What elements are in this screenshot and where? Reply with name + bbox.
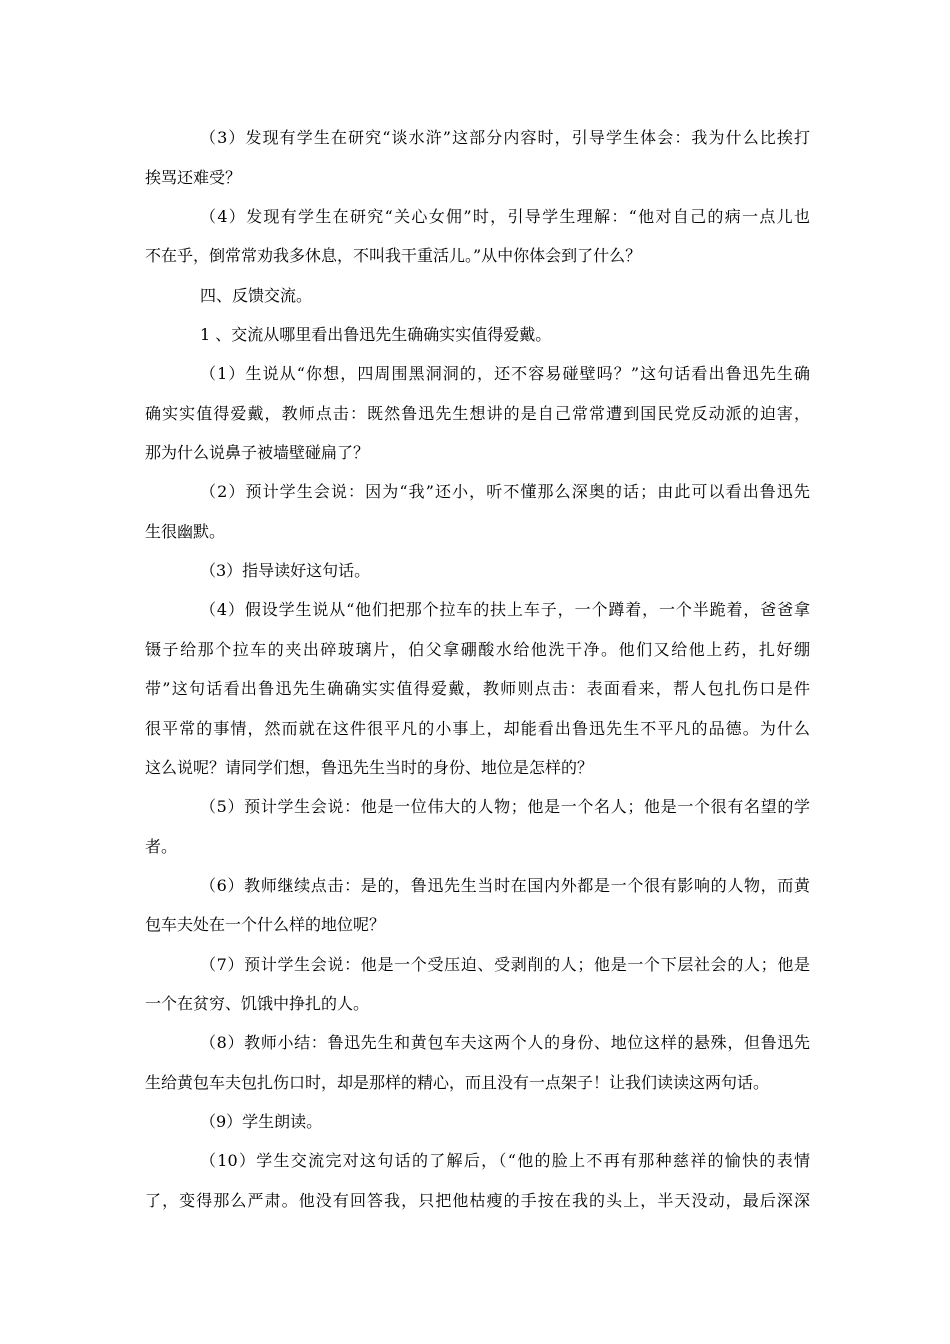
section-heading: 四、反馈交流。 [200, 286, 313, 305]
text-line: 很平常的事情，然而就在这件很平凡的小事上，却能看出鲁迅先生不平凡的品德。为什么 [145, 719, 810, 738]
text-line: 了，变得那么严肃。他没有回答我，只把他枯瘦的手按在我的头上，半天没动，最后深深 [145, 1191, 810, 1210]
text-line: （10）学生交流完对这句话的了解后，（“他的脸上不再有那种慈祥的愉快的表情 [200, 1151, 810, 1170]
text-line: 1 、交流从哪里看出鲁迅先生确确实实值得爱戴。 [200, 325, 552, 344]
text-line: 包车夫处在一个什么样的地位呢？ [145, 915, 386, 934]
text-line: 挨骂还难受？ [145, 168, 242, 187]
text-line: （2）预计学生会说：因为“我”还小，听不懂那么深奥的话；由此可以看出鲁迅先 [200, 482, 810, 501]
text-line: （3）指导读好这句话。 [200, 561, 371, 580]
text-line: 生很幽默。 [145, 522, 226, 541]
text-line: 一个在贫穷、饥饿中挣扎的人。 [145, 994, 370, 1013]
text-line: （3）发现有学生在研究“谈水浒”这部分内容时，引导学生体会：我为什么比挨打 [200, 128, 810, 147]
text-line: 那为什么说鼻子被墙壁碰扁了？ [145, 443, 370, 462]
text-line: （7）预计学生会说：他是一个受压迫、受剥削的人；他是一个下层社会的人；他是 [200, 955, 810, 974]
text-line: 这么说呢？请同学们想，鲁迅先生当时的身份、地位是怎样的？ [145, 758, 594, 777]
text-line: 带”这句话看出鲁迅先生确确实实值得爱戴，教师则点击：表面看来，帮人包扎伤口是件 [145, 679, 810, 698]
text-line: 生给黄包车夫包扎伤口时，却是那样的精心，而且没有一点架子！让我们读读这两句话。 [145, 1073, 770, 1092]
text-line: （8）教师小结：鲁迅先生和黄包车夫这两个人的身份、地位这样的悬殊，但鲁迅先 [200, 1033, 810, 1052]
text-line: 镊子给那个拉车的夹出碎玻璃片，伯父拿硼酸水给他洗干净。他们又给他上药，扎好绷 [145, 640, 810, 659]
text-line: （1）生说从“你想，四周围黑洞洞的，还不容易碰壁吗？”这句话看出鲁迅先生确 [200, 364, 810, 383]
text-line: （9）学生朗读。 [200, 1112, 323, 1131]
text-line: 不在乎，倒常常劝我多休息，不叫我干重活儿。”从中你体会到了什么？ [145, 246, 642, 265]
text-line: 者。 [145, 837, 178, 856]
text-line: 确实实值得爱戴，教师点击：既然鲁迅先生想讲的是自己常常遭到国民党反动派的迫害， [145, 404, 810, 423]
text-line: （4）假设学生说从“他们把那个拉车的扶上车子，一个蹲着，一个半跪着，爸爸拿 [200, 600, 810, 619]
text-line: （4）发现有学生在研究“关心女佣”时，引导学生理解：“他对自己的病一点儿也 [200, 207, 810, 226]
text-line: （5）预计学生会说：他是一位伟大的人物；他是一个名人；他是一个很有名望的学 [200, 797, 810, 816]
text-line: （6）教师继续点击：是的，鲁迅先生当时在国内外都是一个很有影响的人物，而黄 [200, 876, 810, 895]
